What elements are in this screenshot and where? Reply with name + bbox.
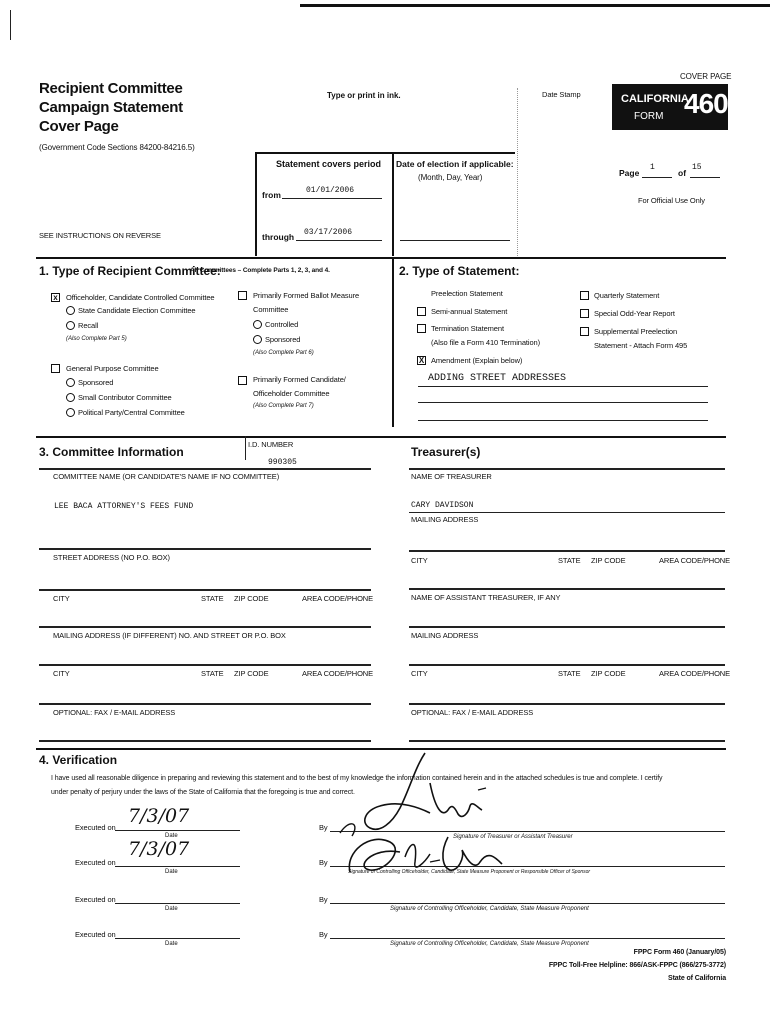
general-purpose-label: General Purpose Committee [66, 364, 159, 373]
executed-on-label-2: Executed on [75, 858, 116, 867]
period-label: Statement covers period [276, 159, 382, 169]
asst-treasurer-line[interactable] [409, 626, 725, 628]
gp-political-party-label: Political Party/Central Committee [78, 408, 185, 417]
page-current-line [642, 177, 672, 178]
candidate-committee-label-line2: Officeholder Committee [253, 389, 330, 398]
special-odd-year-checkbox[interactable] [580, 309, 589, 318]
section1-subtitle: All Committees – Complete Parts 1, 2, 3, and 4. [190, 267, 330, 274]
period-from-line [282, 198, 382, 199]
section3-top-rule [36, 436, 726, 438]
official-use-label: For Official Use Only [638, 196, 705, 205]
page-label: Page [619, 168, 640, 178]
committee-name-line [39, 548, 371, 550]
state-candidate-radio[interactable] [66, 306, 75, 315]
city-line-1[interactable] [39, 626, 371, 628]
form-number: 460 [684, 88, 728, 119]
id-number-label: I.D. NUMBER [248, 440, 294, 449]
city-label-1: CITY [53, 594, 70, 603]
ballot-part6-note: (Also Complete Part 6) [253, 350, 314, 356]
executed-date-line-1[interactable] [115, 830, 240, 831]
id-number-box-left [245, 436, 246, 460]
treasurer-name-label: NAME OF TREASURER [411, 472, 492, 481]
treasurer-name-line [409, 512, 725, 513]
gp-political-party-radio[interactable] [66, 408, 75, 417]
city-label-2: CITY [53, 669, 70, 678]
section1-2-divider [392, 257, 394, 427]
recall-part5-note: (Also Complete Part 5) [66, 336, 127, 342]
executed-on-label-1: Executed on [75, 823, 116, 832]
state-label-2: STATE [201, 669, 224, 678]
quarterly-checkbox[interactable] [580, 291, 589, 300]
date-caption-3: Date [165, 906, 178, 912]
gov-code-reference: (Government Code Sections 84200-84216.5) [39, 143, 195, 152]
amendment-line-2 [418, 402, 708, 403]
by-label-1: By [319, 823, 328, 832]
state-candidate-label: State Candidate Election Committee [78, 306, 196, 315]
candidate-committee-checkbox[interactable] [238, 376, 247, 385]
treasurer-state-label-1: STATE [558, 556, 581, 565]
period-box-left [255, 152, 257, 256]
recall-radio[interactable] [66, 321, 75, 330]
amendment-line-1 [418, 386, 708, 387]
verification-text-line1: I have used all reasonable diligence in preparing and reviewing this statement and to the best of my knowledge the information contained herein and in the attached schedules is true and complete. I certify [51, 775, 663, 782]
period-box-top [255, 152, 515, 154]
handwritten-date-2: 7/3/07 [128, 838, 190, 860]
recall-label: Recall [78, 321, 99, 330]
quarterly-label: Quarterly Statement [594, 291, 660, 300]
amendment-line-3 [418, 420, 708, 421]
amendment-label: Amendment (Explain below) [431, 356, 523, 365]
by-label-2: By [319, 858, 328, 867]
ballot-sponsored-radio[interactable] [253, 335, 262, 344]
preelection-label: Preelection Statement [431, 289, 503, 298]
handwritten-date-1: 7/3/07 [128, 805, 190, 827]
period-through-label: through [262, 232, 295, 242]
candidate-part7-note: (Also Complete Part 7) [253, 403, 314, 409]
signature-caption-controlling-3: Signature of Controlling Officeholder, Candidate, State Measure Proponent [390, 906, 589, 912]
treasurer-optional-line[interactable] [409, 740, 725, 742]
period-through-value[interactable]: 03/17/2006 [304, 228, 353, 237]
special-odd-year-label: Special Odd-Year Report [594, 309, 675, 318]
signature-caption-controlling-4: Signature of Controlling Officeholder, Candidate, State Measure Proponent [390, 941, 589, 947]
supplemental-label-line2: Statement - Attach Form 495 [594, 341, 688, 350]
supplemental-label-line1: Supplemental Preelection [594, 327, 678, 336]
phone-label-2: AREA CODE/PHONE [302, 669, 374, 678]
date-stamp-box-left [517, 88, 518, 256]
section3-title: 3. Committee Information [39, 445, 184, 459]
treasurer-city-label-1: CITY [411, 556, 428, 565]
scan-left-edge [10, 10, 11, 40]
treasurer-name-value[interactable]: CARY DAVIDSON [411, 501, 474, 510]
treasurer-phone-label-2: AREA CODE/PHONE [659, 669, 731, 678]
section1-top-rule [36, 257, 726, 259]
executed-on-label-3: Executed on [75, 895, 116, 904]
election-date-line[interactable] [400, 240, 510, 241]
amendment-checkbox[interactable]: X [418, 356, 425, 365]
election-date-label: Date of election if applicable: [396, 159, 514, 169]
footer-helpline: FPPC Toll-Free Helpline: 866/ASK-FPPC (866/275-3772) [548, 962, 726, 969]
officeholder-label: Officeholder, Candidate Controlled Committee [66, 293, 215, 302]
treasurer-mailing2-line[interactable] [409, 664, 725, 666]
treasurer-city-line-2[interactable] [409, 703, 725, 705]
gp-sponsored-label: Sponsored [78, 378, 114, 387]
section1-title: 1. Type of Recipient Committee: [39, 264, 221, 278]
signature-line-3[interactable] [330, 903, 725, 904]
period-from-value[interactable]: 01/01/2006 [306, 186, 355, 195]
ballot-measure-checkbox[interactable] [238, 291, 247, 300]
california-label: CALIFORNIA [621, 93, 689, 105]
footer-form-version: FPPC Form 460 (January/05) [633, 949, 726, 956]
city-line-2[interactable] [39, 703, 371, 705]
treasurer-mailing-label: MAILING ADDRESS [411, 515, 479, 524]
gp-small-contributor-radio[interactable] [66, 393, 75, 402]
state-label-1: STATE [201, 594, 224, 603]
executed-date-line-2[interactable] [115, 866, 240, 867]
committee-name-value[interactable]: LEE BACA ATTORNEY'S FEES FUND [54, 502, 194, 511]
asst-treasurer-label: NAME OF ASSISTANT TREASURER, IF ANY [411, 593, 561, 602]
semiannual-label: Semi-annual Statement [431, 307, 508, 316]
page-total-value[interactable]: 15 [692, 163, 702, 172]
general-purpose-checkbox[interactable] [51, 364, 60, 373]
treasurer-state-label-2: STATE [558, 669, 581, 678]
treasurer-zip-label-2: ZIP CODE [591, 669, 626, 678]
period-from-label: from [262, 190, 281, 200]
treasurer-city-label-2: CITY [411, 669, 428, 678]
optional-fax-line[interactable] [39, 740, 371, 742]
id-number-value[interactable]: 990305 [268, 458, 297, 467]
treasurer-title-underline [409, 468, 725, 470]
mailing-address-label: MAILING ADDRESS (IF DIFFERENT) NO. AND STREET OR P.O. BOX [53, 631, 286, 640]
verification-text-line2: under penalty of perjury under the laws of the State of California that the foregoing is true and correct. [51, 789, 355, 796]
ballot-sponsored-label: Sponsored [265, 335, 301, 344]
executed-date-line-4[interactable] [115, 938, 240, 939]
candidate-committee-label-line1: Primarily Formed Candidate/ [253, 375, 346, 384]
treasurer-zip-label-1: ZIP CODE [591, 556, 626, 565]
officeholder-signature [330, 822, 530, 882]
period-through-line [296, 240, 382, 241]
gp-small-contributor-label: Small Contributor Committee [78, 393, 172, 402]
date-caption-4: Date [165, 941, 178, 947]
type-or-print-note: Type or print in ink. [327, 91, 401, 100]
treasurer-mailing2-label: MAILING ADDRESS [411, 631, 479, 640]
officeholder-checkbox[interactable]: x [51, 293, 60, 302]
optional-fax-label: OPTIONAL: FAX / E-MAIL ADDRESS [53, 708, 176, 717]
ballot-measure-label-line2: Committee [253, 305, 289, 314]
section2-title: 2. Type of Statement: [399, 264, 520, 278]
form-title-line1: Recipient Committee [39, 80, 183, 97]
date-caption-1: Date [165, 833, 178, 839]
committee-id-underline [39, 468, 371, 470]
executed-on-label-4: Executed on [75, 930, 116, 939]
ballot-controlled-radio[interactable] [253, 320, 262, 329]
by-label-3: By [319, 895, 328, 904]
street-address-label: STREET ADDRESS (NO P.O. BOX) [53, 553, 170, 562]
supplemental-checkbox[interactable] [580, 327, 589, 336]
cover-page-label: COVER PAGE [680, 72, 732, 81]
phone-label-1: AREA CODE/PHONE [302, 594, 374, 603]
gp-sponsored-radio[interactable] [66, 378, 75, 387]
form-label: FORM [634, 111, 664, 122]
page-current-value[interactable]: 1 [650, 163, 655, 172]
signature-caption-controlling-full: Signature of Controlling Officeholder, Candidate, State Measure Proponent or Responsible Officer of Sponsor [348, 869, 591, 875]
termination-note: (Also file a Form 410 Termination) [431, 338, 541, 347]
election-date-hint: (Month, Day, Year) [418, 173, 483, 182]
amendment-explanation[interactable]: ADDING STREET ADDRESSES [428, 373, 567, 384]
treasurer-mailing-line[interactable] [409, 550, 725, 552]
signature-caption-treasurer: Signature of Treasurer or Assistant Treasurer [453, 834, 573, 840]
semiannual-checkbox[interactable] [417, 307, 426, 316]
treasurer-city-line-1[interactable] [409, 588, 725, 590]
page-total-line [690, 177, 720, 178]
see-instructions: SEE INSTRUCTIONS ON REVERSE [39, 231, 161, 240]
footer-state: State of California [668, 975, 726, 982]
period-box-divider [392, 152, 394, 256]
street-address-line[interactable] [39, 589, 371, 591]
date-caption-2: Date [165, 869, 178, 875]
ballot-controlled-label: Controlled [265, 320, 299, 329]
treasurer-optional-label: OPTIONAL: FAX / E-MAIL ADDRESS [411, 708, 534, 717]
executed-date-line-3[interactable] [115, 903, 240, 904]
treasurer-title: Treasurer(s) [411, 445, 481, 459]
termination-checkbox[interactable] [417, 324, 426, 333]
form-title-line3: Cover Page [39, 118, 119, 135]
mailing-address-line[interactable] [39, 664, 371, 666]
date-stamp-label: Date Stamp [542, 90, 581, 99]
by-label-4: By [319, 930, 328, 939]
ballot-measure-label-line1: Primarily Formed Ballot Measure [253, 291, 360, 300]
scan-top-edge [300, 4, 770, 7]
termination-label: Termination Statement [431, 324, 504, 333]
section4-title: 4. Verification [39, 753, 118, 767]
zip-label-2: ZIP CODE [234, 669, 269, 678]
signature-line-4[interactable] [330, 938, 725, 939]
committee-name-label: COMMITTEE NAME (OR CANDIDATE'S NAME IF NO COMMITTEE) [53, 472, 280, 481]
page-of-label: of [678, 168, 687, 178]
zip-label-1: ZIP CODE [234, 594, 269, 603]
treasurer-phone-label-1: AREA CODE/PHONE [659, 556, 731, 565]
form-title-line2: Campaign Statement [39, 99, 183, 116]
